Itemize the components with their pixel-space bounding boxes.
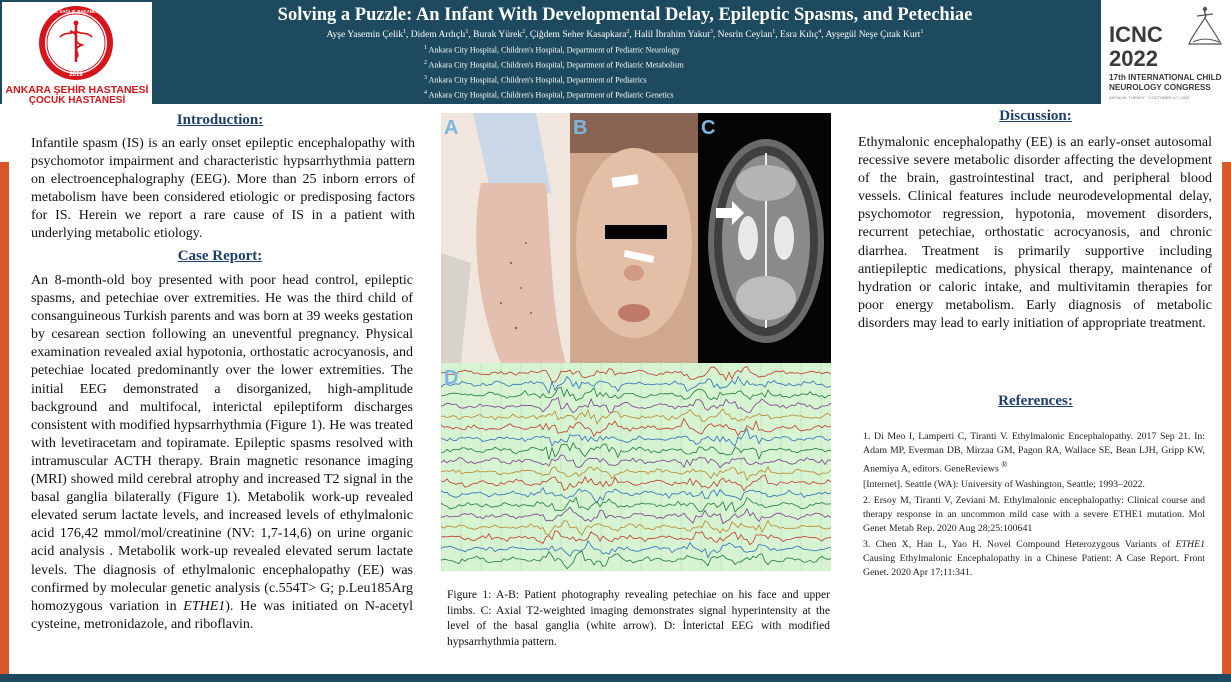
affiliation-text: Ankara City Hospital, Children's Hospital, Department of Pediatrics (428, 75, 647, 85)
eeg-channel-trace (441, 551, 831, 568)
whirling-dervish-icon (1183, 4, 1227, 48)
affiliation-text: Ankara City Hospital, Children's Hospital, Department of Pediatric Genetics (428, 90, 674, 100)
panel-a-arm-photo (441, 113, 570, 363)
hospital-name: ANKARA ŞEHİR HASTANESİ (5, 84, 149, 96)
author-list: Ayşe Yasemin Çelik$^1$, Didem Ardıçlı$^1$, Burak Yürek$^2$, Çiğdem Seher Kasapkara$^2$, Halil İbrahim Yakut$^3$, Nesrin Ceylan$^1$, Esra Kılıç$^4$, Ayşegül Neşe Çıtak Kurt$^1$ (326, 29, 924, 41)
eeg-channel-trace (441, 521, 831, 535)
accent-bar-left (0, 162, 9, 682)
affiliation-1 (424, 45, 680, 55)
discussion-text: Ethymalonic encephalopathy (EE) is an early-onset autosomal recessive severe metabolic disorder affecting the development of the brain, gastrointestinal tract, and peripheral blood vessels. Clinical features include neurodevelopmental delay, psychomotor regression, hypotonia, movement disorders, recurrent petechiae, orthostatic acrocyanosis, and chronic diarrhea. Treatment is primarily supportive including antiepileptic medications, physical therapy, maintenance of hydration or caloric intake, and multivitamin therapies for poor energy metabolism. Early diagnosis of metabolic disorders may lead to early initiation of appropriate treatment. (858, 135, 1212, 331)
affiliation-text: Ankara City Hospital, Children's Hospital, Department of Pediatric Neurology (428, 45, 680, 55)
introduction-text: Infantile spasm (IS) is an early onset epileptic encephalopathy with psychomotor impairment and characteristic hypsarrhythmia pattern on electroencephalography (EEG). More than 25 inborn errors of metabolism have been considered etiologic or predisposing factors for IS. Herein we report a rare cause of IS in a patient with underlying metabolic etiology. (31, 136, 415, 242)
hospital-logo (2, 2, 152, 104)
reference-2: 2. Ersoy M, Tiranti V, Zeviani M. Ethylmalonic encephalopathy: Clinical course and therapy response in an uncommon mild case with a severe ETHE1 mutation. Mol Genet Metab Rep. 2020 Aug 28;25:100641 (863, 495, 1205, 535)
reference-list (863, 430, 1205, 582)
eeg-channel-trace (441, 475, 831, 491)
reference-1-main: 1. Di Meo I, Lamperti C, Tiranti V. Ethylmalonic Encephalopathy. 2017 Sep 21. In: Adam MP, Everman DB, Mirzaa GM, Pagon RA, Wallace SE, Bean LJH, Gripp KW, Anemiya A, editors. GeneReviews (863, 431, 1205, 475)
congress-year: 2022 (1109, 46, 1158, 71)
panel-label-a: A (444, 117, 459, 139)
poster-title: Solving a Puzzle: An Infant With Developmental Delay, Epileptic Spasms, and Petechiae (277, 5, 973, 25)
ministry-seal-icon (33, 4, 119, 82)
congress-logo (1101, 0, 1231, 104)
affiliation-3 (424, 75, 647, 85)
eeg-channel-trace (441, 507, 831, 524)
affiliation-text: Ankara City Hospital, Children's Hospital, Department of Pediatric Metabolism (428, 60, 684, 70)
reference-3-main: 3. Chen X, Han L, Yao H. Novel Compound Heterozygous Variants of (863, 539, 1176, 551)
eeg-channel-trace (441, 488, 831, 503)
panel-b-face-photo (570, 113, 698, 363)
author-affiliation-sup: 2 (626, 29, 630, 35)
panel-label-d: D (444, 367, 459, 389)
eeg-channel-trace (441, 541, 831, 558)
author-affiliation-sup: 2 (522, 29, 526, 35)
mri-axial-image (698, 113, 831, 363)
eeg-channel-trace (441, 409, 831, 424)
eeg-channel-trace (441, 497, 831, 512)
author-affiliation-sup: 1 (403, 29, 406, 35)
congress-name-line2: NEUROLOGY CONGRESS (1109, 83, 1211, 92)
case-report-main: An 8-month-old boy presented with poor head control, epileptic spasms, and petechiae over extremities. He was the third child of consanguineous Turkish parents and was born at 39 weeks gestation by cesarean section following an uneventful pregnancy. Physical examination revealed axial hypotonia, orthostatic acrocyanosis, and petechiae located predominantly over the lower extremities. The initial EEG demonstrated a disorganized, high-amplitude background and multifocal, interictal epileptiform discharges consistent with modified hypsarrhythmia (Figure 1). He was treated with levetiracetam and topiramate. Epileptic spasms resolved with intramuscular ACTH therapy. Brain magnetic resonance imaging (MRI) showed mild cerebral atrophy and increased T2 signal in the basal ganglia bilaterally (Figure 1). Metabolik work-up revealed elevated serum lactate levels, and increased levels of ethylmalonic acid 176,42 mmol/mol/creatinine (NV: 1,7-14,6) on urine organic acid analysis . Metabolik work-up revealed elevated serum lactate levels. The diagnosis of ethylmalonic encephalopathy (EE) was confirmed by molecular genetic analysis (c.554T> G; p.Leu185Arg homozygous variation in (31, 273, 413, 614)
figure-caption: Figure 1: A-B: Patient photography revealing petechiae on his face and upper limbs. C: Axial T2-weighted imaging demonstrates signal hyperintensity at the level of the basal ganglia (white arrow). D: İnterictal EEG with modified hypsarrhythmia pattern. (447, 589, 830, 648)
reference-3-gene: ETHE1 (1175, 539, 1205, 551)
reference-1-continued: [Internet]. Seattle (WA): University of Washington, Seattle; 1993–2022. (863, 479, 1145, 491)
eeg-channel-trace (441, 443, 831, 460)
author-affiliation-sup: 4 (818, 29, 822, 35)
accent-bar-right (1222, 162, 1231, 682)
eeg-channel-trace (441, 531, 831, 545)
eeg-channel-trace (441, 418, 831, 436)
eeg-channel-trace (441, 388, 831, 401)
author-affiliation-sup: 1 (920, 29, 924, 35)
gene-name: ETHE1 (183, 598, 226, 614)
eeg-channel-trace (441, 455, 831, 468)
eeg-channel-trace (441, 429, 831, 446)
eeg-channel-trace (441, 366, 831, 382)
congress-dates: ANTALYA, TURKEY · 3 OCTOBER 3-7, 2022 (1109, 95, 1190, 100)
references-heading: References: (998, 393, 1073, 409)
eeg-channel-trace (441, 377, 831, 394)
panel-label-c: C (701, 117, 716, 139)
author-name: Halil İbrahim Yakut (634, 30, 710, 41)
eeg-channel-trace (441, 467, 831, 481)
affiliation-sup: 1 (424, 45, 427, 51)
case-report-end: ). He was initiated on N-acetyl cysteine, metronidazole, and riboflavin. (31, 598, 414, 632)
author-name: Ayşe Yasemin Çelik (326, 30, 403, 41)
eeg-channel-trace (441, 398, 831, 413)
seal-year-text: 2019 (69, 72, 83, 78)
poster-header (0, 0, 1231, 104)
affiliation-sup: 3 (424, 75, 427, 81)
author-affiliation-sup: 3 (709, 29, 713, 35)
footer-bar (0, 674, 1231, 682)
reference-3 (863, 538, 1205, 580)
introduction-heading: Introduction: (176, 112, 264, 128)
arm-photo-image (441, 113, 570, 363)
author-name: Çiğdem Seher Kasapkara (529, 30, 627, 41)
hospital-subname: ÇOCUK HASTANESİ (28, 95, 126, 106)
author-name: Ayşegül Neşe Çıtak Kurt (825, 30, 921, 41)
author-name: Nesrin Ceylan (717, 30, 773, 41)
registered-mark: ® (1001, 460, 1008, 469)
reference-1 (863, 430, 1205, 476)
case-report-text (31, 272, 413, 634)
figure-1 (441, 113, 831, 571)
panel-d-eeg (441, 363, 831, 571)
congress-acronym: ICNC (1109, 22, 1163, 47)
discussion-heading: Discussion: (999, 108, 1072, 124)
author-name: Burak Yürek (473, 30, 523, 41)
affiliation-2 (424, 60, 684, 70)
congress-name-line1: 17th INTERNATIONAL CHILD (1109, 73, 1222, 82)
face-photo-image (570, 113, 698, 363)
affiliation-sup: 4 (424, 90, 427, 96)
case-report-heading: Case Report: (177, 248, 263, 264)
affiliation-sup: 2 (424, 60, 427, 66)
affiliation-4 (424, 90, 674, 100)
author-affiliation-sup: 1 (772, 29, 776, 35)
panel-label-b: B (573, 117, 588, 139)
author-affiliation-sup: 1 (465, 29, 469, 35)
author-name: Esra Kılıç (780, 30, 819, 41)
seal-ring-text: T.C. SAĞLIK BAKANLIĞI (50, 9, 102, 14)
author-name: Didem Ardıçlı (410, 30, 466, 41)
reference-3-end: Causing Ethylmalonic Encephalopathy in a Chinese Patient: A Case Report. Front Genet. 2020 Apr 17;11:341. (863, 553, 1205, 579)
panel-c-mri (698, 113, 831, 363)
eeg-trace-image (441, 363, 831, 571)
